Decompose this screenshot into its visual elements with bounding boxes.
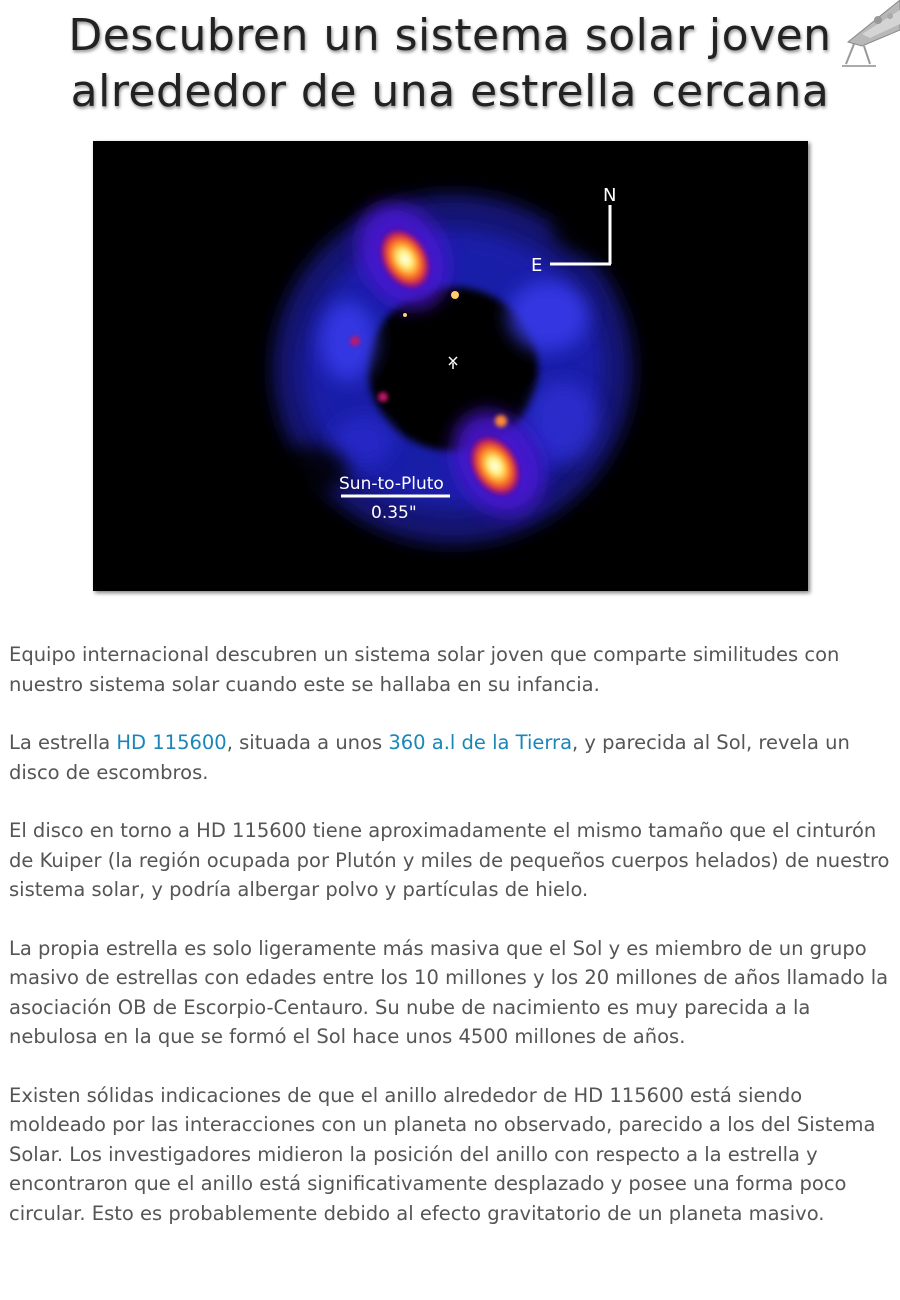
paragraph-ring: Existen sólidas indicaciones de que el anillo alrededor de HD 115600 está siendo moldeado por las interacciones con un planeta no observado, parecido a los del Sistema Solar. Los investigadores midieron la posición del anillo con respecto a la estrella y encontraron que el anillo está significativamente desplazado y posee una forma poco circular. Esto es probablemente debido al efecto gravitatorio de un planeta masivo. — [9, 1083, 876, 1225]
link-hd-115600[interactable]: HD 115600 — [116, 731, 227, 754]
paragraph-disk: El disco en torno a HD 115600 tiene aproximadamente el mismo tamaño que el cinturón de Kuiper (la región ocupada por Plutón y miles de pequeños cuerpos helados) de nuestro sistema solar, y podría albergar polvo y partículas de hielo. — [9, 819, 890, 901]
page-title — [0, 8, 900, 120]
title-line-2: alrededor de una estrella cercana — [70, 66, 830, 117]
spaceship-logo-icon — [840, 0, 900, 72]
compass-north-label: N — [603, 185, 617, 206]
paragraph-star — [9, 728, 899, 787]
paragraph-star-text-b: , situada a unos — [226, 731, 389, 754]
scale-bar-value: 0.35" — [371, 503, 417, 523]
debris-disk-image — [93, 141, 808, 591]
scale-bar-label: Sun-to-Pluto — [339, 474, 444, 494]
paragraph-association: La propia estrella es solo ligeramente más masiva que el Sol y es miembro de un grupo masivo de estrellas con edades entre los 10 millones y los 20 millones de años llamado la asociación OB de Escorpio-Centauro. Su nube de nacimiento es muy parecida a la nebulosa en la que se formó el Sol hace unos 4500 millones de años. — [9, 936, 889, 1048]
link-360-al[interactable]: 360 a.l de la Tierra — [388, 731, 573, 754]
article-body — [9, 640, 899, 1257]
paragraph-star-text-a: La estrella — [9, 731, 117, 754]
compass-east-label: E — [531, 255, 543, 276]
paragraph-intro: Equipo internacional descubren un sistema solar joven que comparte similitudes con nuestro sistema solar cuando este se hallaba en su infancia. — [9, 643, 840, 696]
title-line-1: Descubren un sistema solar joven — [68, 10, 832, 61]
paragraph-star-text-c: , y parecida al Sol, revela un disco de escombros. — [9, 731, 850, 784]
